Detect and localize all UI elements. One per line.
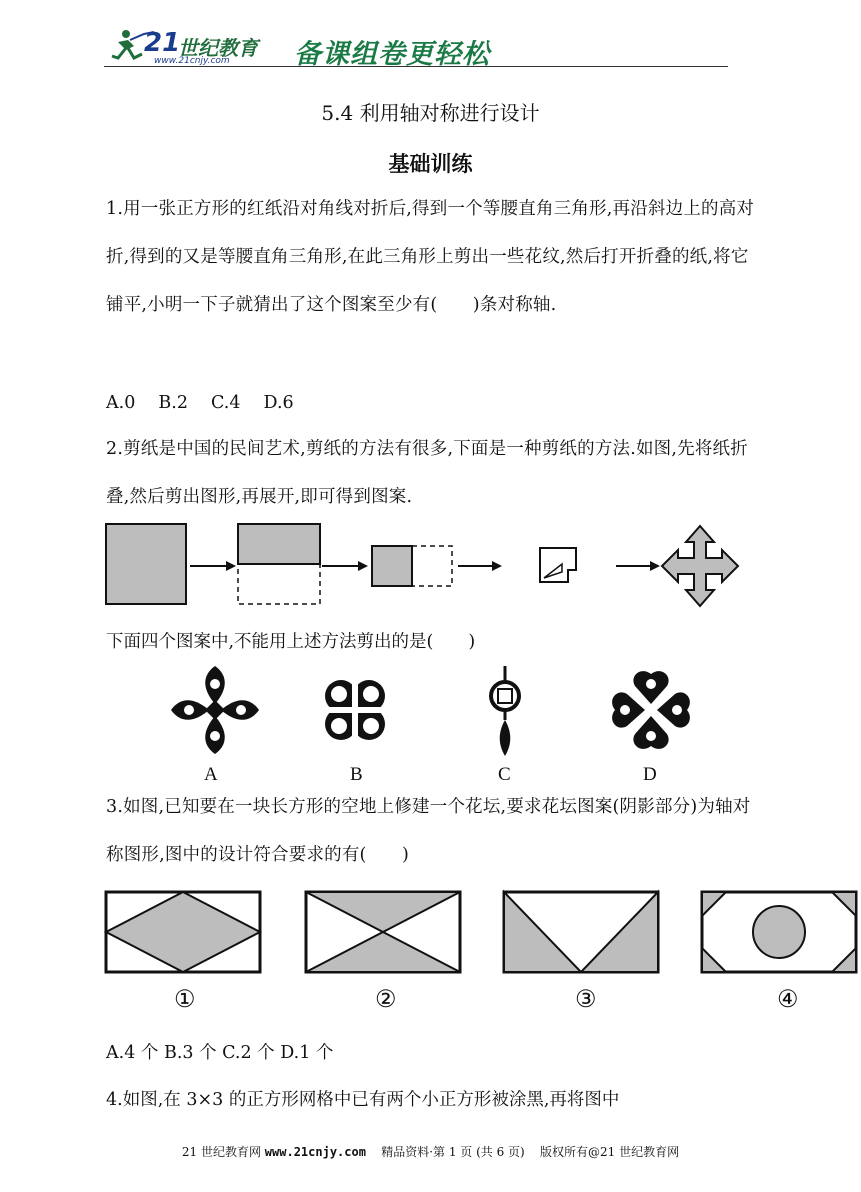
question-2-prompt: 下面四个图案中,不能用上述方法剪出的是( ) — [106, 632, 476, 652]
question-2-text: 2.剪纸是中国的民间艺术,剪纸的方法有很多,下面是一种剪纸的方法.如图,先将纸折叠,然后剪出图形,再展开,即可得到图案. — [106, 439, 748, 507]
page-title: 5.4 利用轴对称进行设计 — [321, 101, 540, 125]
footer-url[interactable]: www.21cnjy.com — [264, 1145, 366, 1159]
arrow-right-icon — [616, 561, 660, 571]
arrow-right-icon — [322, 561, 368, 571]
header-rule — [104, 66, 728, 67]
question-1-text: 1.用一张正方形的红纸沿对角线对折后,得到一个等腰直角三角形,再沿斜边上的高对折,得到的又是等腰直角三角形,在此三角形上剪出一些花纹,然后打开折叠的纸,将它铺平,小明一下子就猜出了这个图案至少有( )条对称轴. — [106, 199, 755, 315]
four-arrow-pattern — [662, 526, 738, 606]
footer-page-info: 精品资料·第 1 页 (共 6 页) — [381, 1145, 525, 1159]
design-4 — [702, 892, 856, 972]
section-heading: 基础训练 — [388, 151, 473, 176]
option-label-c: C — [498, 764, 511, 785]
flowerbed-designs — [100, 888, 860, 978]
quarter-folded-paper — [372, 546, 412, 586]
page-footer — [0, 1143, 861, 1160]
half-folded-paper — [238, 524, 320, 564]
pattern-d — [612, 671, 690, 749]
logo-url: www.21cnjy.com — [154, 56, 230, 66]
pattern-options — [165, 660, 705, 760]
slogan: 备课组卷更轻松 — [294, 39, 490, 70]
pattern-b — [325, 680, 385, 740]
option-label-b: B — [350, 764, 363, 785]
question-4-text: 4.如图,在 3×3 的正方形网格中已有两个小正方形被涂黑,再将图中 — [106, 1090, 620, 1110]
question-1-options: A.0 B.2 C.4 D.6 — [106, 393, 294, 413]
design-3 — [504, 892, 658, 972]
footer-site: 21 世纪教育网 — [181, 1145, 261, 1159]
design-2 — [306, 892, 460, 972]
logo-number: 21 — [144, 28, 181, 58]
arrow-right-icon — [190, 561, 236, 571]
design-label-2: ② — [375, 987, 397, 1013]
option-label-d: D — [643, 764, 657, 785]
logo-name: 世纪教育 — [178, 36, 258, 60]
pattern-a — [171, 666, 259, 754]
footer-rights: 版权所有@21 世纪教育网 — [540, 1145, 680, 1159]
question-3-options: A.4 个 B.3 个 C.2 个 D.1 个 — [106, 1043, 334, 1063]
design-label-3: ③ — [575, 987, 597, 1013]
pattern-c — [491, 666, 519, 756]
design-label-4: ④ — [777, 987, 799, 1013]
design-label-1: ① — [174, 987, 196, 1013]
arrow-right-icon — [458, 561, 502, 571]
paper-folding-figure — [100, 518, 750, 613]
question-3-text: 3.如图,已知要在一块长方形的空地上修建一个花坛,要求花坛图案(阴影部分)为轴对称图形,图中的设计符合要求的有( ) — [106, 797, 751, 865]
square-paper — [106, 524, 186, 604]
design-1 — [106, 892, 260, 972]
option-label-a: A — [204, 764, 218, 785]
